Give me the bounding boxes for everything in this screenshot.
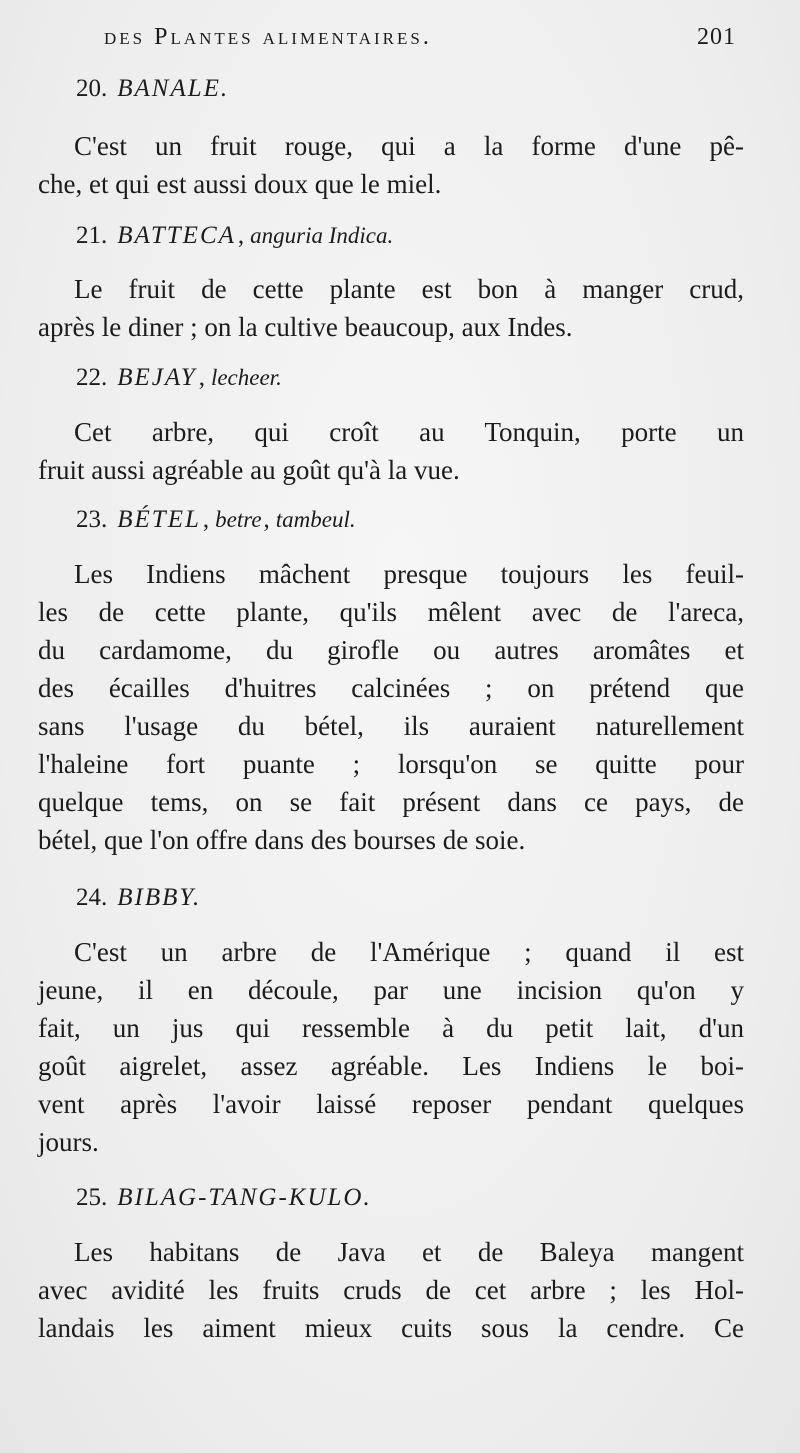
entry-name: BIBBY. [117, 884, 202, 911]
text-line: des écailles d'huitres calcinées ; on prétend que [38, 673, 744, 703]
text-line: C'est un fruit rouge, qui a la forme d'une pê- [74, 131, 744, 161]
entry-heading [76, 883, 201, 913]
entry-heading [76, 74, 229, 104]
text-line: goût aigrelet, assez agréable. Les Indiens le boi- [38, 1051, 744, 1081]
entry-number: 20. [76, 75, 108, 102]
entry-text [38, 127, 744, 203]
text-line: sans l'usage du bétel, ils auraient naturellement [38, 711, 744, 741]
entry-number: 21. [76, 222, 108, 249]
entry-text [38, 413, 744, 489]
entry-text [38, 270, 744, 346]
running-head-title: des Plantes alimentaires. [104, 24, 432, 50]
entry-synonym: betre [215, 507, 262, 532]
entry-number: 24. [76, 884, 108, 911]
entry-name: BÉTEL [117, 506, 201, 533]
entry-synonym: anguria Indica. [250, 223, 394, 248]
entry-name: BANALE. [117, 75, 230, 102]
text-line: fruit aussi agréable au goût qu'à la vue. [38, 455, 460, 485]
entry-number: 25. [76, 1184, 108, 1211]
text-line: Le fruit de cette plante est bon à manger crud, [74, 274, 744, 304]
entry-number: 23. [76, 506, 108, 533]
entry-heading: 22. BEJAY, lecheer. [76, 364, 282, 391]
entry-synonym: lecheer. [210, 365, 282, 390]
text-line: Les habitans de Java et de Baleya mangent [74, 1237, 744, 1267]
text-line: bétel, que l'on offre dans des bourses de soie. [38, 825, 526, 855]
text-line: che, et qui est aussi doux que le miel. [38, 169, 442, 199]
text-line: Cet arbre, qui croît au Tonquin, porte un [74, 417, 744, 447]
text-line: landais les aiment mieux cuits sous la cendre. Ce [38, 1313, 744, 1343]
entry-heading: 21. BATTECA, anguria Indica. [76, 222, 394, 249]
text-line: les de cette plante, qu'ils mêlent avec de l'areca, [38, 597, 744, 627]
entry-name: BATTECA [117, 222, 236, 249]
text-line: vent après l'avoir laissé reposer pendant quelques [38, 1089, 744, 1119]
entry-text [38, 933, 744, 1161]
text-line: l'haleine fort puante ; lorsqu'on se quitte pour [38, 749, 744, 779]
entry-number: 22. [76, 364, 108, 391]
running-head [104, 24, 736, 60]
entry-text [38, 1233, 744, 1347]
entry-text [38, 555, 744, 859]
text-line: Les Indiens mâchent presque toujours les feuil- [74, 559, 744, 589]
entry-heading: 23. BÉTEL, betre, tambeul. [76, 506, 356, 533]
entry-synonym: tambeul. [275, 507, 356, 532]
text-line: C'est un arbre de l'Amérique ; quand il est [74, 937, 744, 967]
text-line: jours. [38, 1127, 99, 1157]
text-line: avec avidité les fruits cruds de cet arbre ; les Hol- [38, 1275, 744, 1305]
entry-name: BILAG-TANG-KULO. [117, 1184, 372, 1211]
text-line: quelque tems, on se fait présent dans ce pays, de [38, 787, 744, 817]
entry-heading [76, 1183, 372, 1213]
page-number: 201 [697, 24, 736, 50]
entry-name: BEJAY [117, 364, 197, 391]
text-line: fait, un jus qui ressemble à du petit lait, d'un [38, 1013, 744, 1043]
text-line: du cardamome, du girofle ou autres aromâtes et [38, 635, 744, 665]
text-line: après le diner ; on la cultive beaucoup, aux Indes. [38, 312, 573, 342]
text-line: jeune, il en découle, par une incision qu'on y [38, 975, 744, 1005]
